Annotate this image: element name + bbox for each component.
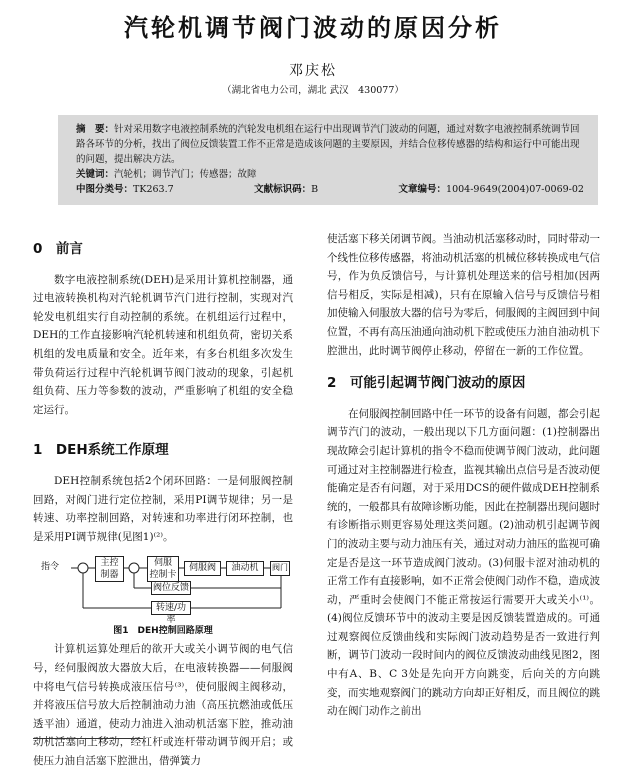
section-1-paragraph: DEH控制系统包括2个闭环回路：一是伺服阀控制回路，对阀门进行定位控制，采用PI调节规律；另一是转速、功率控制回路，对转速和功率进行闭环控制，也是采用PI调节规律(见图1)⁽²⁾。: [33, 474, 293, 543]
command-label: 指令: [41, 562, 60, 573]
author-affiliation: （湖北省电力公司，湖北 武汉 430077）: [222, 85, 404, 96]
deh-block-diagram: [41, 554, 291, 626]
section-1-paragraph-2: 计算机运算处理后的欲开大或关小调节阀的电气信号，经伺服阀放大器放大后，在电液转换器——伺服阀中将电气信号转换成液压信号⁽³⁾，使伺服阀主阀移动，并将液压信号放大后控制油动力油（高压抗燃油或低压透平油）通道，使动力油进入油动机活塞下腔，推动油动机活塞向上移动，经杠杆或连杆带动调节阀开启；或使压力油自活塞下腔泄出，借弹簧力: [33, 643, 293, 767]
clc-number: 中图分类号：TK263.7: [76, 184, 174, 195]
classification-row: [76, 182, 584, 197]
right-paragraph-1: 使活塞下移关闭调节阀。当油动机活塞移动时，同时带动一个线性位移传感器，将油动机活塞的机械位移转换成电气信号，作为负反馈信号，与计算机处理送来的信号相加(因两信号相反，实际是相减)，只有在原输入信号与反馈信号相加使输入伺服放大器的信号为零后，伺服阀的主阀回到中间位置，不再有高压油通向油动机下腔或使压力油自油动机下腔泄出，此时调节阀停止移动，停留在一新的工作位置。: [327, 233, 600, 357]
abstract-box: [58, 115, 598, 205]
speed-power-block: 转速/功率: [151, 601, 191, 615]
section-1-heading: 1 DEH系统工作原理: [33, 442, 169, 459]
figure-1-caption: 图1 DEH控制回路原理: [113, 626, 213, 637]
footnote-rule: [33, 738, 143, 739]
article-number: 文章编号：1004-9649(2004)07-0069-02: [398, 184, 584, 195]
author-name: 邓庆松: [289, 63, 337, 79]
doc-code: 文献标识码：B: [254, 184, 319, 195]
section-2-paragraph: 在伺服阀控制回路中任一环节的设备有问题，都会引起调节汽门的波动，一般出现以下几方面问题：(1)控制器出现故障会引起计算机的指令不稳而使调节阀门波动，此问题可通过对主控制器进行检查，监视其输出点信号是否波动便能确定是否有问题，对于采用DCS的硬件做成DEH控制系统的，一般都具有故障诊断功能，因此在控制器出现问题时有诊断指示则更容易处理这类问题。(2)油动机引起调节阀门的波动主要与动力油压有关，通过对动力油压的监视可确定是否是这一环节造成阀门波动。(3)伺服卡涩对油动机的正常工作有直接影响，如不正常会使阀门动作不稳，造成波动，严重时会使阀门不能正常按运行需要开大或关小⁽¹⁾。(4)阀位反馈环节中的波动主要是因反馈装置造成的。可通过观察阀位反馈曲线和实际阀门波动趋势是否一致进行判断，调节门波动一段时间内的阀位反馈波动曲线见图2，图中有A、B、C 3处是先向开方向跳变，后向关的方向跳变，而实地观察阀门的跳动方向却正好相反，而且阀位的跳动在阀门动作之前出: [327, 407, 600, 718]
section-0-paragraph: 数字电液控制系统(DEH)是采用计算机控制器，通过电液转换机构对汽轮机调节汽门进行控制，实现对汽轮发电机组实行自动控制的系统。在机组运行过程中，DEH的工作直接影响汽轮机转速和机组负荷，密切关系机组的发电质量和安全。近年来，有多台机组多次发生带负荷运行过程中汽轮机调节阀门波动的现象，引起机组负荷、压力等参数的波动，严重影响了机组的安全稳定运行。: [33, 273, 293, 416]
main-controller-block: 主控 制器: [95, 556, 124, 582]
right-column: [327, 230, 600, 721]
paper-title: 汽轮机调节阀门波动的原因分析: [124, 14, 502, 42]
section-0-heading: 0 前言: [33, 241, 83, 257]
section-2-heading: 2 可能引起调节阀门波动的原因: [327, 375, 526, 392]
keywords-row: 关键词：汽轮机；调节汽门；传感器；故障: [76, 169, 257, 180]
servo-card-block: 伺服 控制卡: [147, 556, 179, 582]
valve-block: 阀门: [270, 561, 290, 576]
left-column: [33, 230, 293, 770]
servo-valve-block: 伺服阀: [184, 561, 221, 576]
valve-feedback-block: 阀位反馈: [152, 583, 189, 594]
actuator-block: 油动机: [226, 561, 264, 576]
abstract-text: 摘 要：针对采用数字电液控制系统的汽轮发电机组在运行中出现调节汽门波动的问题，通过对数字电液控制系统调节回路各环节的分析，找出了阀位反馈装置工作不正常是造成该问题的主要原因，并结合位移传感器的结构和运行中可能出现的问题，提出解决方法。: [76, 124, 580, 165]
